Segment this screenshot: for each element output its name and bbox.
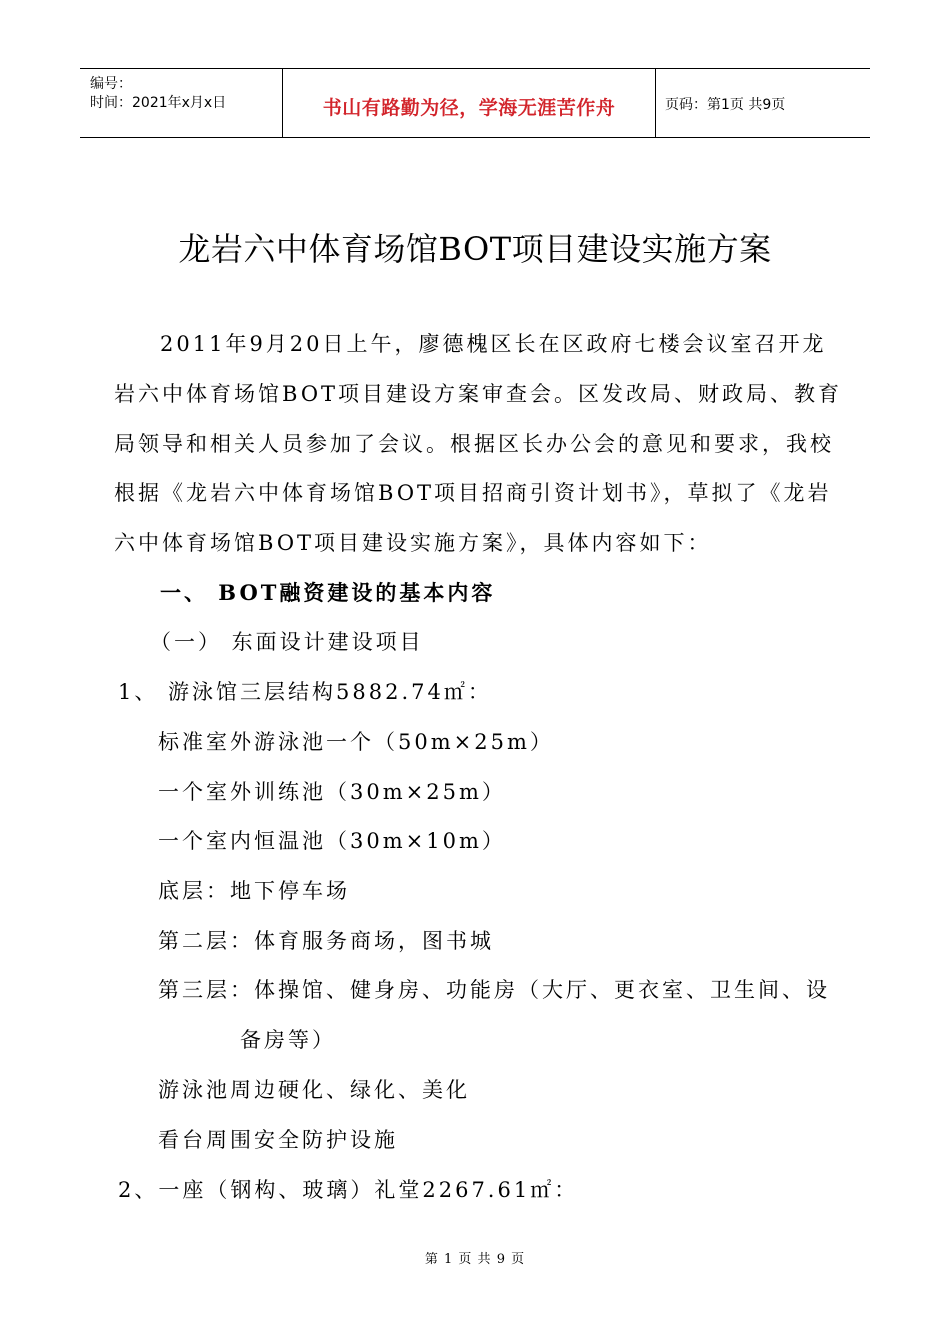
item-heading-2: 2、一座（钢构、玻璃）礼堂2267.61㎡： xyxy=(118,1178,579,1202)
item-line-7: 备房等） xyxy=(240,1028,336,1052)
item-line-3: 一个室内恒温池（30m×10m） xyxy=(158,829,506,853)
header-motto-cell xyxy=(282,69,656,137)
document-header-table xyxy=(80,68,870,138)
motto-text: 书山有路勤为径，学海无涯苦作舟 xyxy=(322,97,616,119)
header-meta-cell xyxy=(80,69,282,137)
time-label: 时间：2021年x月x日 xyxy=(90,95,227,111)
number-label: 编号： xyxy=(90,76,132,92)
item-line-5: 第二层：体育服务商场，图书城 xyxy=(158,929,494,953)
intro-line-2: 岩六中体育场馆BOT项目建设方案审查会。区发改局、财政局、教育 xyxy=(114,382,843,406)
page-info: 页码：第1页 共9页 xyxy=(665,97,786,113)
header-page-cell xyxy=(655,69,870,137)
intro-line-3: 局领导和相关人员参加了会议。根据区长办公会的意见和要求，我校 xyxy=(114,432,834,456)
document-title: 龙岩六中体育场馆BOT项目建设实施方案 xyxy=(178,230,772,268)
item-line-4: 底层：地下停车场 xyxy=(158,879,350,903)
item-line-9: 看台周围安全防护设施 xyxy=(158,1128,398,1152)
intro-line-5: 六中体育场馆BOT项目建设实施方案》，具体内容如下： xyxy=(114,531,712,555)
subsection-heading-1: （一） 东面设计建设项目 xyxy=(150,630,424,654)
page-footer: 第 1 页 共 9 页 xyxy=(424,1252,526,1267)
item-line-8: 游泳池周边硬化、绿化、美化 xyxy=(158,1078,470,1102)
intro-line-4: 根据《龙岩六中体育场馆BOT项目招商引资计划书》，草拟了《龙岩 xyxy=(114,481,832,505)
item-heading-1: 1、 游泳馆三层结构5882.74㎡： xyxy=(118,680,492,704)
section-heading-1: 一、 BOT融资建设的基本内容 xyxy=(160,580,496,605)
item-line-6: 第三层：体操馆、健身房、功能房（大厅、更衣室、卫生间、设 xyxy=(158,978,830,1002)
item-line-2: 一个室外训练池（30m×25m） xyxy=(158,780,506,804)
intro-line-1: 2011年9月20日上午，廖德槐区长在区政府七楼会议室召开龙 xyxy=(160,332,827,356)
item-line-1: 标准室外游泳池一个（50m×25m） xyxy=(158,730,554,754)
